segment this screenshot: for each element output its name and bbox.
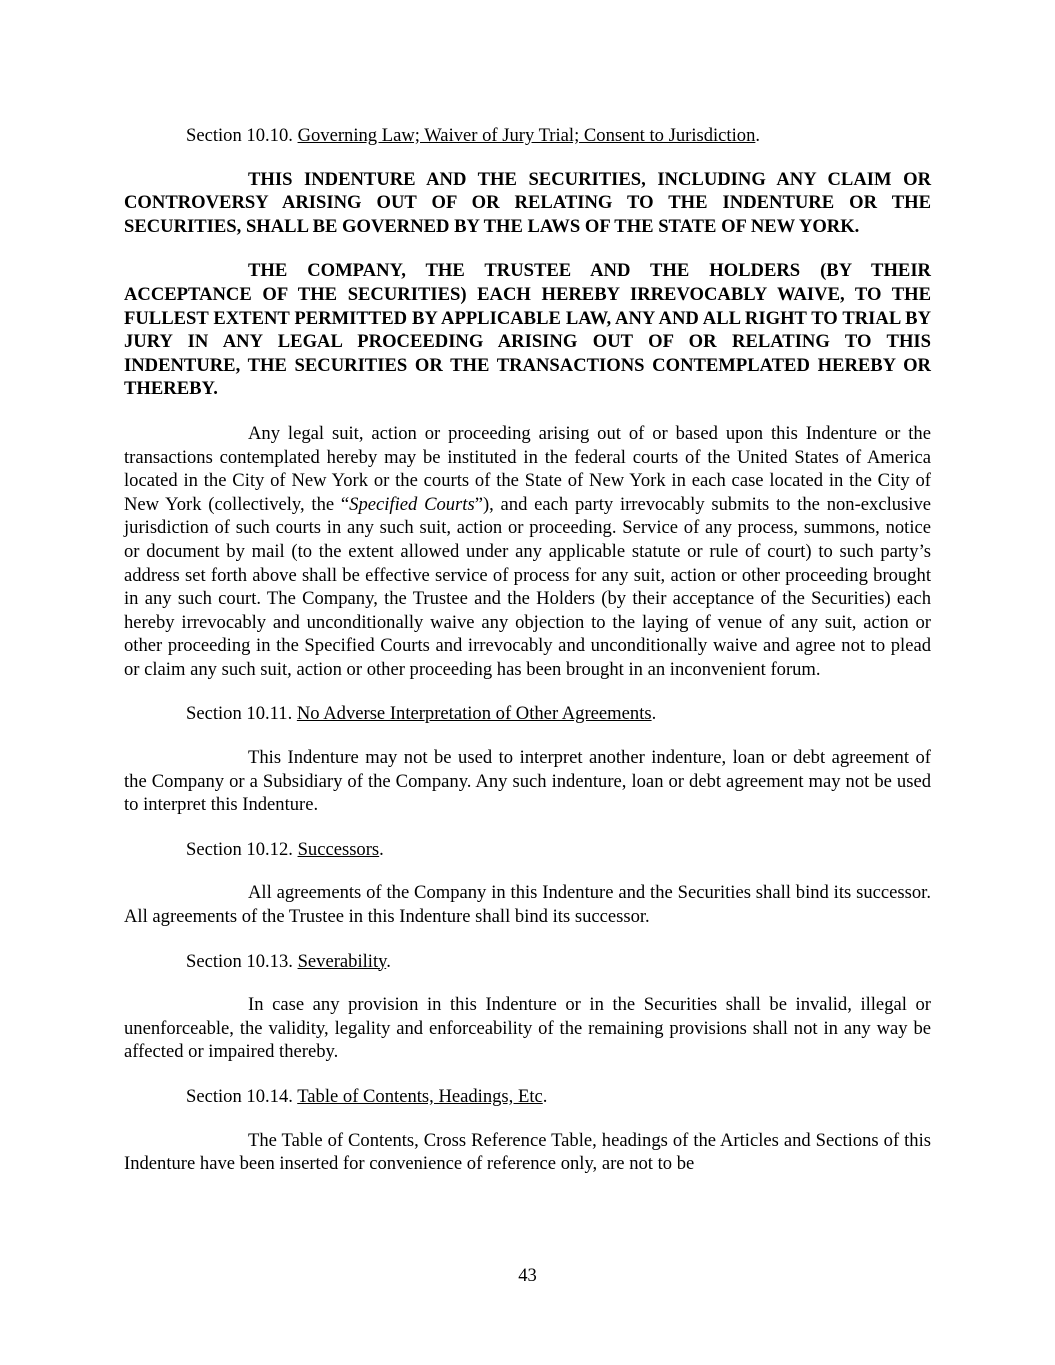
jurisdiction-text-before: Any legal suit, action or proceeding arising out of or based upon this Indenture or the transactions contemplated hereby may be instituted in the federal courts of the United States of America located in the City of New York or the courts of the State of New York in each case located in the City of New York (collectively, the “ <box>124 422 931 515</box>
section-number: Section 10.14. <box>186 1086 298 1107</box>
section-suffix: . <box>386 950 391 972</box>
no-adverse-interpretation-paragraph: This Indenture may not be used to interpret another indenture, loan or debt agreement of the Company or a Subsidiary of the Company. Any such indenture, loan or debt agreement may not be used to interpret this Indenture. <box>124 747 931 816</box>
section-10-12-heading <box>124 838 931 862</box>
section-10-13-heading <box>124 950 931 974</box>
successors-paragraph: All agreements of the Company in this Indenture and the Securities shall bind its successor. All agreements of the Trustee in this Indenture shall bind its successor. <box>124 882 931 928</box>
section-suffix: . <box>542 1086 548 1107</box>
jury-waiver-paragraph: THE COMPANY, THE TRUSTEE AND THE HOLDERS (BY THEIR ACCEPTANCE OF THE SECURITIES) EACH HEREBY IRREVOCABLY WAIVE, TO THE FULLEST EXTENT PERMITTED BY APPLICABLE LAW, ANY AND ALL RIGHT TO TRIAL BY JURY IN ANY LEGAL PROCEEDING ARISING OUT OF OR RELATING TO THIS INDENTURE, THE SECURITIES OR THE TRANSACTIONS CONTEMPLATED HEREBY OR THEREBY. <box>124 260 931 400</box>
section-number: Section 10.12. <box>186 838 298 860</box>
jurisdiction-paragraph <box>124 422 931 682</box>
specified-courts-term: Specified Courts <box>349 493 475 515</box>
section-10-11-heading <box>124 702 931 726</box>
severability-paragraph: In case any provision in this Indenture or in the Securities shall be invalid, illegal or unenforceable, the validity, legality and enforceability of the remaining provisions shall not in any way be affected or impaired thereby. <box>124 994 931 1063</box>
section-title: Severability <box>297 950 387 972</box>
table-of-contents-paragraph: The Table of Contents, Cross Reference Table, headings of the Articles and Sections of this Indenture have been inserted for convenience of reference only, are not to be <box>124 1129 931 1175</box>
section-suffix: . <box>651 703 657 725</box>
section-title: Successors <box>297 838 380 860</box>
section-10-14-heading <box>124 1085 931 1109</box>
section-title: Table of Contents, Headings, Etc <box>297 1086 543 1107</box>
section-title: Governing Law; Waiver of Jury Trial; Consent to Jurisdiction <box>297 125 756 146</box>
section-number: Section 10.13. <box>186 950 298 972</box>
section-suffix: . <box>379 838 384 860</box>
section-10-10-heading <box>124 124 931 148</box>
governing-law-paragraph: THIS INDENTURE AND THE SECURITIES, INCLUDING ANY CLAIM OR CONTROVERSY ARISING OUT OF OR RELATING TO THE INDENTURE OR THE SECURITIES, SHALL BE GOVERNED BY THE LAWS OF THE STATE OF NEW YORK. <box>124 168 931 237</box>
document-page <box>124 124 931 1197</box>
jurisdiction-text-after: ”), and each party irrevocably submits to the non-exclusive jurisdiction of such courts in any such suit, action or proceeding. Service of any process, summons, notice or document by mail (to the extent allowed under any applicable statute or rule of court) to such party’s address set forth above shall be effective service of process for any suit, action or other proceeding brought in any such court. The Company, the Trustee and the Holders (by their acceptance of the Securities) each hereby irrevocably and unconditionally waive any objection to the laying of venue of any suit, action or other proceeding in the Specified Courts and irrevocably and unconditionally waive and agree not to plead or claim any such suit, action or other proceeding has been brought in an inconvenient forum. <box>124 493 931 680</box>
section-suffix: . <box>755 125 761 146</box>
section-title: No Adverse Interpretation of Other Agreements <box>296 703 652 725</box>
section-number: Section 10.10. <box>186 125 298 146</box>
page-number: 43 <box>518 1265 537 1286</box>
section-number: Section 10.11. <box>186 703 297 725</box>
